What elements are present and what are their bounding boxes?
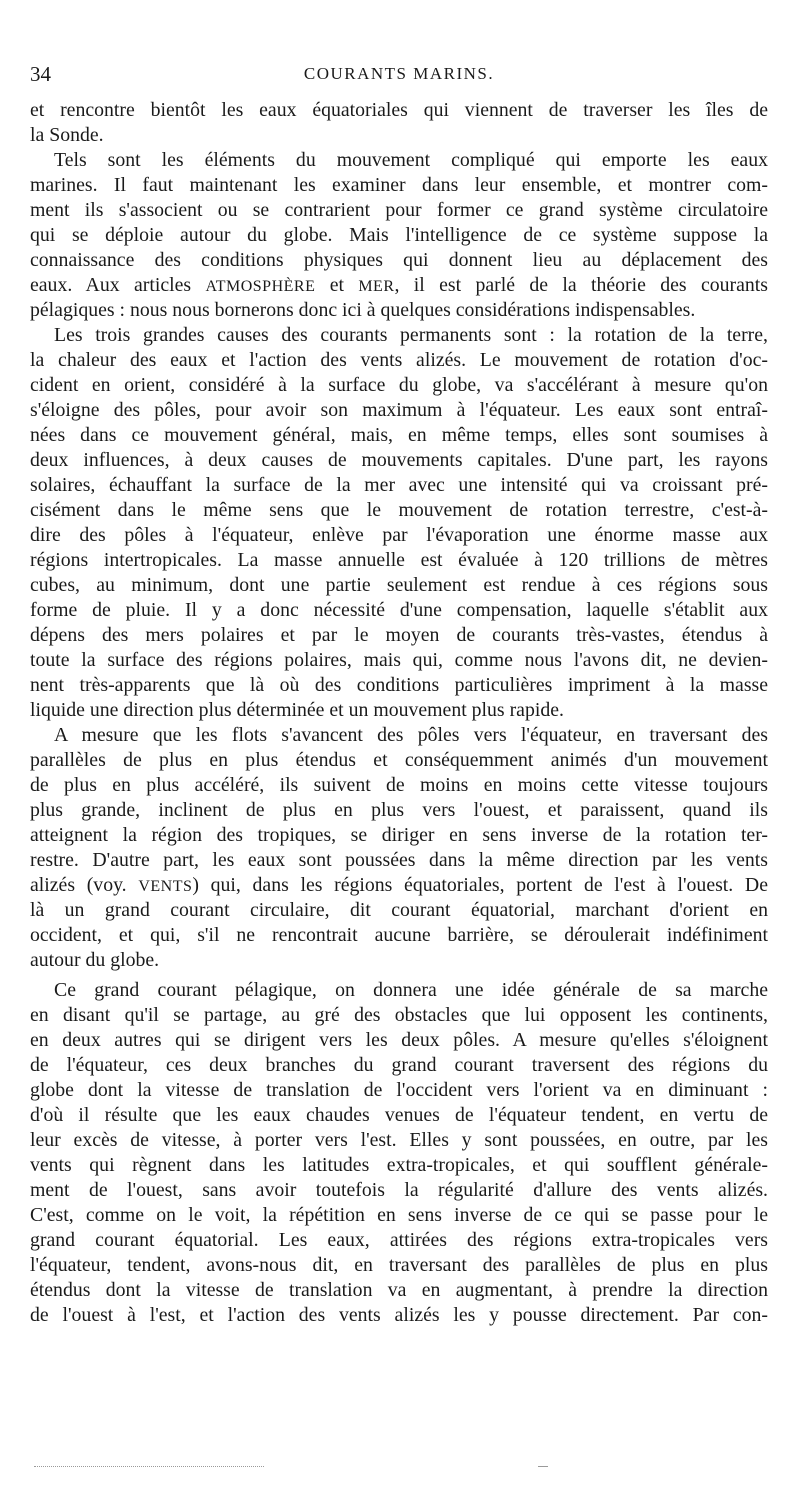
paragraph xyxy=(30,978,768,1328)
text-line: d'où il résulte que les eaux chaudes venues de l'équateur tendent, en vertu de xyxy=(30,1104,768,1126)
text-line: de l'ouest à l'est, et l'action des vents alizés les y pousse directement. Par con- xyxy=(30,1304,768,1326)
page-header xyxy=(30,62,768,90)
text-line: C'est, comme on le voit, la répétition en sens inverse de ce qui se passe pour le xyxy=(30,1204,768,1226)
paragraph xyxy=(30,323,768,723)
footer-rule xyxy=(34,1466,264,1467)
small-caps-term: VENTS xyxy=(138,878,193,895)
paragraph xyxy=(30,98,768,148)
small-caps-term: ATMOSPHÈRE xyxy=(205,278,316,295)
text-line: liquide une direction plus déterminée et un mouvement plus rapide. xyxy=(30,699,564,721)
paragraph xyxy=(30,723,768,973)
text-line: nées dans ce mouvement général, mais, en même temps, elles sont soumises à xyxy=(30,424,768,446)
text-line: en deux autres qui se dirigent vers les deux pôles. A mesure qu'elles s'éloignent xyxy=(30,1029,768,1051)
text-line: parallèles de plus en plus étendus et conséquemment animés d'un mouvement xyxy=(30,749,768,771)
text-line: atteignent la région des tropiques, se diriger en sens inverse de la rotation ter- xyxy=(30,824,768,846)
page-number: 34 xyxy=(30,62,51,86)
text-line: cubes, au minimum, dont une partie seulement est rendue à ces régions sous xyxy=(30,574,768,596)
text-line: vents qui règnent dans les latitudes extra-tropicales, et qui soufflent générale- xyxy=(30,1154,768,1176)
text-line: Ce grand courant pélagique, on donnera une idée générale de sa marche xyxy=(54,979,768,1001)
text-line: Tels sont les éléments du mouvement compliqué qui emporte les eaux xyxy=(54,149,768,171)
text-line: cident en orient, considéré à la surface du globe, va s'accélérant à mesure qu'on xyxy=(30,374,768,396)
text-line: connaissance des conditions physiques qui donnent lieu au déplacement des xyxy=(30,249,768,271)
text-line: l'équateur, tendent, avons-nous dit, en traversant des parallèles de plus en plus xyxy=(30,1254,768,1276)
text-line: nent très-apparents que là où des conditions particulières impriment à la masse xyxy=(30,674,768,696)
text-line: et rencontre bientôt les eaux équatoriales qui viennent de traverser les îles de xyxy=(30,99,768,121)
text-line: dépens des mers polaires et par le moyen de courants très-vastes, étendus à xyxy=(30,624,768,646)
text-line: s'éloigne des pôles, pour avoir son maximum à l'équateur. Les eaux sont entraî- xyxy=(30,399,768,421)
text-line: toute la surface des régions polaires, mais qui, comme nous l'avons dit, ne devien- xyxy=(30,649,768,671)
text-line: eaux. Aux articles ATMOSPHÈRE et MER, il est parlé de la théorie des courants xyxy=(30,274,768,296)
text-line: grand courant équatorial. Les eaux, attirées des régions extra-tropicales vers xyxy=(30,1229,768,1251)
text-line: qui se déploie autour du globe. Mais l'intelligence de ce système suppose la xyxy=(30,224,768,246)
text-line: globe dont la vitesse de translation de l'occident vers l'orient va en diminuant : xyxy=(30,1079,768,1101)
text-line: alizés (voy. VENTS) qui, dans les régions équatoriales, portent de l'est à l'ouest. De xyxy=(30,874,768,896)
text-line: leur excès de vitesse, à porter vers l'est. Elles y sont poussées, en outre, par les xyxy=(30,1129,768,1151)
text-line: marines. Il faut maintenant les examiner dans leur ensemble, et montrer com- xyxy=(30,174,768,196)
text-line: cisément dans le même sens que le mouvement de rotation terrestre, c'est-à- xyxy=(30,499,768,521)
text-line: restre. D'autre part, les eaux sont poussées dans la même direction par les vents xyxy=(30,849,768,871)
text-line: dire des pôles à l'équateur, enlève par l'évaporation une énorme masse aux xyxy=(30,524,768,546)
text-line: deux influences, à deux causes de mouvements capitales. D'une part, les rayons xyxy=(30,449,768,471)
small-caps-term: MER xyxy=(358,278,395,295)
paragraph xyxy=(30,148,768,323)
text-line: ment de l'ouest, sans avoir toutefois la régularité d'allure des vents alizés. xyxy=(30,1179,768,1201)
text-line: là un grand courant circulaire, dit courant équatorial, marchant d'orient en xyxy=(30,899,768,921)
text-line: A mesure que les flots s'avancent des pôles vers l'équateur, en traversant des xyxy=(54,724,768,746)
text-line: forme de pluie. Il y a donc nécessité d'une compensation, laquelle s'établit aux xyxy=(30,599,768,621)
text-line: la chaleur des eaux et l'action des vents alizés. Le mouvement de rotation d'oc- xyxy=(30,349,768,371)
text-line: autour du globe. xyxy=(30,949,160,971)
text-line: occident, et qui, s'il ne rencontrait aucune barrière, se déroulerait indéfiniment xyxy=(30,924,768,946)
text-line: de plus en plus accéléré, ils suivent de moins en moins cette vitesse toujours xyxy=(30,774,768,796)
text-line: solaires, échauffant la surface de la mer avec une intensité qui va croissant pré- xyxy=(30,474,768,496)
text-line: régions intertropicales. La masse annuelle est évaluée à 120 trillions de mètres xyxy=(30,549,768,571)
text-line: de l'équateur, ces deux branches du grand courant traversent des régions du xyxy=(30,1054,768,1076)
text-line: pélagiques : nous nous bornerons donc ici à quelques considérations indispensables. xyxy=(30,299,696,321)
text-line: ment ils s'associent ou se contrarient pour former ce grand système circulatoire xyxy=(30,199,768,221)
running-title: COURANTS MARINS. xyxy=(303,64,495,83)
text-line: en disant qu'il se partage, au gré des obstacles que lui opposent les continents, xyxy=(30,1004,768,1026)
text-line: la Sonde. xyxy=(30,124,104,146)
footer-mark xyxy=(538,1466,548,1467)
text-line: plus grande, inclinent de plus en plus vers l'ouest, et paraissent, quand ils xyxy=(30,799,768,821)
body-text xyxy=(30,98,768,1328)
text-line: Les trois grandes causes des courants permanents sont : la rotation de la terre, xyxy=(54,324,768,346)
text-line: étendus dont la vitesse de translation va en augmentant, à prendre la direction xyxy=(30,1279,768,1301)
